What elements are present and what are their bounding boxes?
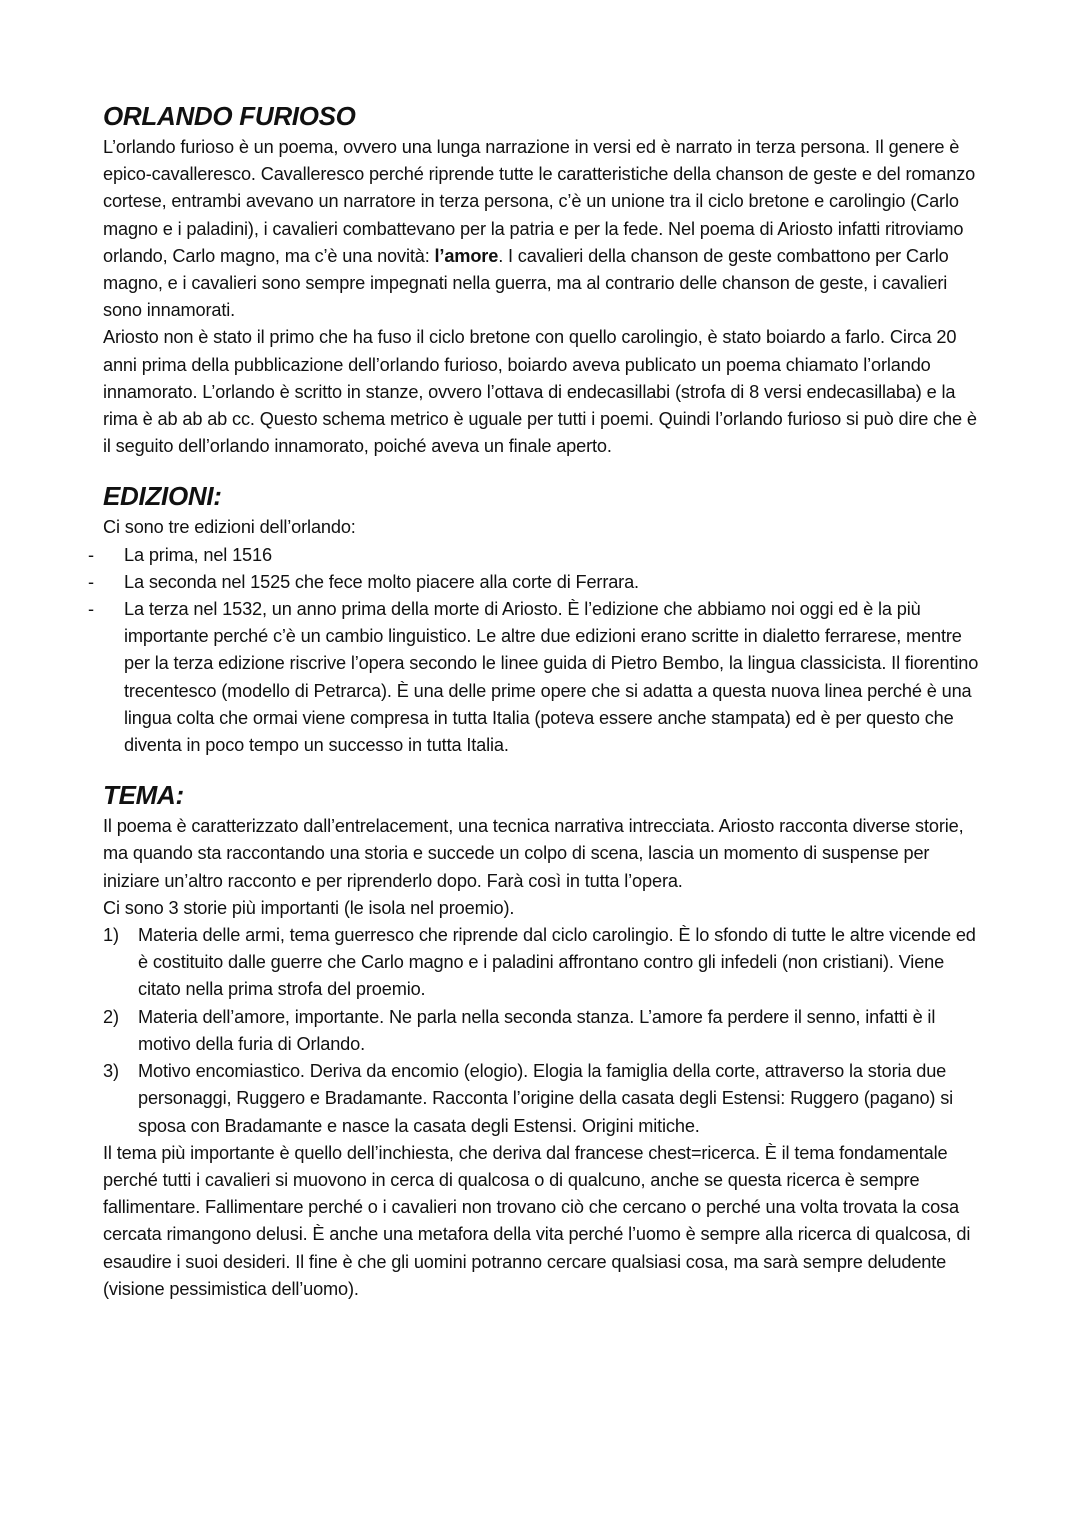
list-item-text: Motivo encomiastico. Deriva da encomio (elogio). Elogia la famiglia della corte, attraverso la storia due personaggi, Ruggero e Bradamante. Racconta l’origine della casata degli Estensi: Ruggero (pagano) si sposa con Bradamante e nasce la casata degli Estensi. Origini mitiche. [138,1061,954,1136]
section-tema [103,777,983,1303]
list-item [88,542,983,569]
list-item-text: Materia dell’amore, importante. Ne parla nella seconda stanza. L’amore fa perdere il senno, infatti è il motivo della furia di Orlando. [138,1006,936,1054]
dash-bullet-icon: - [88,544,94,565]
section-heading-edizioni: EDIZIONI: [103,481,222,512]
paragraph-boiardo: Ariosto non è stato il primo che ha fuso il ciclo bretone con quello carolingio, è stato boiardo a farlo. Circa 20 anni prima della pubblicazione dell’orlando furioso, boiardo aveva publicato un poema chiamato l’orlando innamorato. L’orlando è scritto in stanze, ovvero l’ottava di endecasillabi (strofa di 8 versi endecasillaba) e la rima è ab ab ab cc. Questo schema metrico è uguale per tutti i poemi. Quindi l’orlando furioso si può dire che è il seguito dell’orlando innamorato, poiché aveva un finale aperto. [103,327,977,457]
tema-intro: Il poema è caratterizzato dall’entrelacement, una tecnica narrativa intrecciata. Ariosto racconta diverse storie, ma quando sta raccontando una storia e succede un colpo di scena, lascia un momento di suspense per iniziare un’altro racconto e per riprenderlo dopo. Farà così in tutta l’opera. [103,816,964,891]
list-number: 2) [103,1006,119,1027]
list-item-text: La prima, nel 1516 [124,544,272,565]
list-item [103,922,983,1004]
section-edizioni [88,478,983,759]
section-heading-orlando-furioso: ORLANDO FURIOSO [103,101,356,131]
list-item-text: Materia delle armi, tema guerresco che riprende dal ciclo carolingio. È lo sfondo di tutte le altre vicende ed è costituito dalle guerre che Carlo magno e i paladini affrontano contro gli infedeli (non cristiani). Viene citato nella prima strofa del proemio. [138,925,976,1000]
tema-numbered-list [103,922,983,1140]
section-heading-tema: TEMA: [103,780,184,811]
bold-term-amore: l’amore [434,245,499,266]
list-item [88,569,983,596]
section-spacer [103,460,983,478]
paragraph-text: L’orlando furioso è un poema, ovvero una lunga narrazione in versi ed è narrato in terza persona. Il genere è epico-cavalleresco. Cavalleresco perché riprende tutte le caratteristiche della chanson de geste e del romanzo cortese, entrambi avevano un narratore in terza persona, c’è un unione tra il ciclo bretone e carolingio (Carlo magno e i paladini), i cavalieri combattevano per la patria e per la fede. Nel poema di Ariosto infatti ritroviamo orlando, Carlo magno, ma c’è una novità: [103,137,976,266]
edizioni-intro: Ci sono tre edizioni dell’orlando: [103,517,356,538]
list-item [103,1004,983,1058]
edizioni-list [88,542,983,760]
list-item [88,596,983,759]
list-number: 3) [103,1061,119,1082]
document-page [88,98,983,1303]
list-item [103,1058,983,1140]
list-number: 1) [103,925,119,946]
tema-conclusion: Il tema più importante è quello dell’inchiesta, che deriva dal francese chest=ricerca. È il tema fondamentale perché tutti i cavalieri si muovono in cerca di qualcosa o di qualcuno, anche se questa ricerca è sempre fallimentare. Fallimentare perché o i cavalieri non trovano ciò che cercano o perché una volta trovata la cosa cercata rimangono delusi. È anche una metafora della vita perché l’uomo è sempre alla ricerca di qualcosa, di esaudire i suoi desideri. Il fine è che gli uomini potranno cercare qualsiasi cosa, ma sarà sempre deludente (visione pessimistica dell’uomo). [103,1142,971,1299]
paragraph-intro [103,134,983,324]
dash-bullet-icon: - [88,599,94,620]
section-spacer [103,759,983,777]
list-item-text: La seconda nel 1525 che fece molto piacere alla corte di Ferrara. [124,571,639,592]
tema-intro-2: Ci sono 3 storie più importanti (le isola nel proemio). [103,897,515,918]
section-orlando-furioso [103,98,983,460]
paragraph-text: . I cavalieri della chanson de geste combattono per Carlo magno, e i cavalieri sono sempre impegnati nella guerra, ma al contrario delle chanson de geste, i cavalieri sono innamorati. [103,245,949,321]
list-item-text: La terza nel 1532, un anno prima della morte di Ariosto. È l’edizione che abbiamo noi oggi ed è la più importante perché c’è un cambio linguistico. Le altre due edizioni erano scritte in dialetto ferrarese, mentre per la terza edizione riscrive l’opera secondo le linee guida di Pietro Bembo, la lingua classicista. Il fiorentino trecentesco (modello di Petrarca). È una delle prime opere che si adatta a questa nuova linea perché è una lingua colta che ormai viene compresa in tutta Italia (poteva essere anche stampata) ed è per questo che diventa in poco tempo un successo in tutta Italia. [124,599,979,756]
dash-bullet-icon: - [88,571,94,592]
